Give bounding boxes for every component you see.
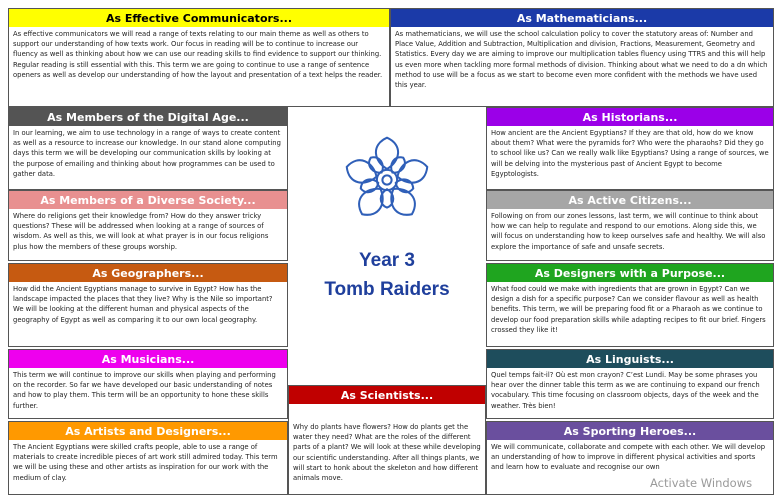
section-diverse-society-body: Where do religions get their knowledge from? How do they answer tricky questions? These will be addressed when looking at a range of sources of wisdom. As well as this, we will look at what prayer is in our focus religions plus how the members of these groups worship. xyxy=(13,212,269,251)
topic-title: Tomb Raiders xyxy=(324,279,450,300)
center-panel xyxy=(288,107,486,385)
section-digital-age-body: In our learning, we aim to use technology in a range of ways to create content as well as a resource to increase our knowledge. In our stand alone computing days this term we will be developing our communication skills by looking at the purpose of emailing and thinking about how programmes can be used to gather data. xyxy=(13,129,281,178)
section-mathematicians-title: As Mathematicians... xyxy=(391,9,773,27)
section-communicators xyxy=(8,8,390,107)
section-sporting-heroes-body: We will communicate, collaborate and compete with each other. We will develop an understanding of how to improve in different physical activities and sports and learn how to evaluate and recognise our own xyxy=(491,443,766,472)
section-active-citizens-body: Following on from our zones lessons, last term, we will continue to think about how we can help to regulate and respond to our emotions. Along side this, we will focus on understanding how to keep ourselves safe and healthy. We will also explore the importance of safe and unsafe secrets. xyxy=(491,212,766,251)
section-mathematicians xyxy=(390,8,774,107)
section-designers xyxy=(486,263,774,347)
year-title: Year 3 xyxy=(359,250,415,271)
section-communicators-body: As effective communicators we will read a range of texts relating to our main theme as well as others to support our understanding of how texts work. Our focus in reading will be to continue to increase our fluency as well as thinking about how we can use our reading skills to find evidence to support our thinking. Regular reading is still essential with this. This term we are going to continue to use a range of sentence openers as well as develop our understanding of how the layout and presentation of a text helps the reader. xyxy=(13,30,383,79)
tudor-rose-icon xyxy=(341,134,433,226)
section-scientists-body: Why do plants have flowers? How do plants get the water they need? What are the roles of the different parts of a plant? We will look at these while developing our scientific understanding. After all things plants, we will start to honk about the skeleton and how different animals move. xyxy=(293,423,481,482)
section-linguists-title: As Linguists... xyxy=(487,350,773,368)
section-sporting-heroes-title: As Sporting Heroes... xyxy=(487,422,773,440)
section-geographers-title: As Geographers... xyxy=(9,264,287,282)
section-historians xyxy=(486,107,774,190)
section-artists-body: The Ancient Egyptians were skilled crafts people, able to use a range of materials to create incredible pieces of art work still admired today. This term we will be using these and other artists as inspiration for our work with the medium of clay. xyxy=(13,443,278,482)
section-linguists-body: Quel temps fait-il? Où est mon crayon? C’est Lundi. May be some phrases you hear over the dinner table this term as we are continuing to expand our french vocabulary. This time focusing on classroom objects, days of the week and the weather. Très bien! xyxy=(491,371,760,410)
section-linguists xyxy=(486,349,774,419)
section-communicators-title: As Effective Communicators... xyxy=(9,9,389,27)
section-historians-title: As Historians... xyxy=(487,108,773,126)
activate-windows-watermark: Activate Windows xyxy=(650,476,753,490)
section-designers-title: As Designers with a Purpose... xyxy=(487,264,773,282)
section-geographers xyxy=(8,263,288,347)
section-diverse-society xyxy=(8,190,288,261)
section-scientists-title: As Scientists... xyxy=(289,386,485,404)
section-musicians xyxy=(8,349,288,419)
section-historians-body: How ancient are the Ancient Egyptians? If they are that old, how do we know about them? What were the pyramids for? Who were the pharaohs? Did they go to school like us? Can we really walk like Egyptians? Using a range of sources, we will be delving into the mysterious past of Ancient Egypt to become Egyptologists. xyxy=(491,129,769,178)
section-musicians-title: As Musicians... xyxy=(9,350,287,368)
section-designers-body: What food could we make with ingredients that are grown in Egypt? Can we design a dish for a specific purpose? Can we consider flavour as well as health benefits. This term, we will be preparing food fit or a Pharaoh as we continue to develop our food preparation skills while adapting recipes to fit our brief. Fingers crossed they like it! xyxy=(491,285,766,334)
section-scientists xyxy=(288,385,486,495)
section-digital-age-title: As Members of the Digital Age... xyxy=(9,108,287,126)
section-artists-title: As Artists and Designers... xyxy=(9,422,287,440)
section-digital-age xyxy=(8,107,288,190)
section-artists xyxy=(8,421,288,495)
section-diverse-society-title: As Members of a Diverse Society... xyxy=(9,191,287,209)
section-geographers-body: How did the Ancient Egyptians manage to survive in Egypt? How has the landscape impacted the places that they live? Why is the Nile so important? We will be looking at the different human and physical aspects of the geography of Egypt as well as comparing it to our own local geography. xyxy=(13,285,273,324)
section-musicians-body: This term we will continue to improve our skills when playing and performing on the recorder. So far we have developed our basic understanding of notes and how to play them. This term will be an opportunity to hone these skills further. xyxy=(13,371,276,410)
section-active-citizens xyxy=(486,190,774,261)
section-mathematicians-body: As mathematicians, we will use the school calculation policy to cover the statutory areas of: Number and Place Value, Addition and Subtraction, Multiplication and division, Fractions, Measurement, Geometry and Statistics. Every day we are aiming to improve our multiplication tables fluency using TTRS and this will help us even more when tackling more formal methods of division. Thinking about what we need to do a dn which method to use will be a focus as we start to become even more confident with the methods we have used this year. xyxy=(395,30,768,89)
section-active-citizens-title: As Active Citizens... xyxy=(487,191,773,209)
